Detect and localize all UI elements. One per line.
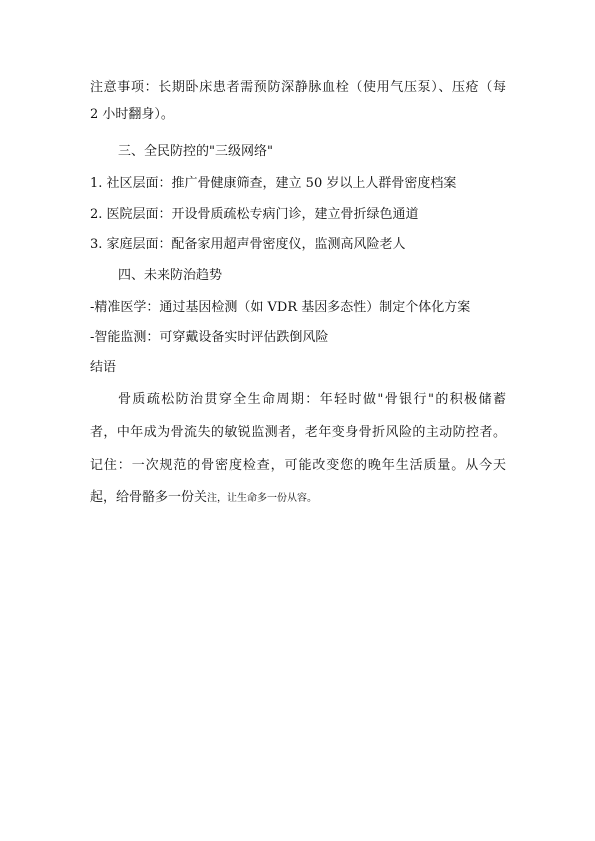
conclusion-line-2: 者，中年成为骨流失的敏锐监测者，老年变身骨折风险的主动防控者。 (90, 425, 506, 440)
list-item-precision-medicine: -精准医学：通过基因检测（如 VDR 基因多态性）制定个体化方案 (90, 300, 471, 315)
list-item-community: 1. 社区层面：推广骨健康筛查，建立 50 岁以上人群骨密度档案 (90, 176, 457, 191)
section-4-heading: 四、未来防治趋势 (118, 268, 223, 283)
conclusion-line-4-main: 起，给骨骼多一份关 (90, 490, 208, 505)
precautions-line-2: 2 小时翻身）。 (90, 107, 174, 122)
conclusion-line-4 (90, 490, 317, 507)
conclusion-line-4-small: 注，让生命多一份从容。 (207, 493, 318, 504)
section-3-heading: 三、全民防控的"三级网络" (118, 144, 273, 159)
list-item-hospital: 2. 医院层面：开设骨质疏松专病门诊，建立骨折绿色通道 (90, 207, 419, 222)
conclusion-title: 结语 (90, 360, 117, 375)
conclusion-line-3: 记住：一次规范的骨密度检查，可能改变您的晚年生活质量。从今天 (90, 458, 506, 473)
conclusion-line-1: 骨质疏松防治贯穿全生命周期：年轻时做"骨银行"的积极储蓄 (118, 392, 506, 407)
list-item-family: 3. 家庭层面：配备家用超声骨密度仪，监测高风险老人 (90, 237, 406, 252)
list-item-smart-monitoring: -智能监测：可穿戴设备实时评估跌倒风险 (90, 330, 329, 345)
precautions-line-1: 注意事项：长期卧床患者需预防深静脉血栓（使用气压泵）、压疮（每 (90, 80, 506, 95)
